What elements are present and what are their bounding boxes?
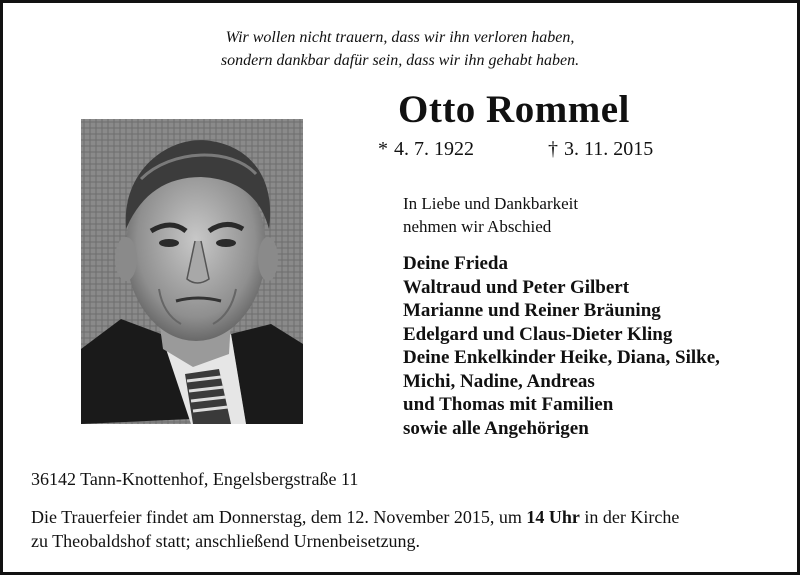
death-date-group	[548, 138, 653, 161]
birth-date: 4. 7. 1922	[394, 138, 474, 160]
death-date: 3. 11. 2015	[564, 138, 654, 160]
mourner-line: Michi, Nadine, Andreas	[403, 370, 595, 392]
mourners-list	[403, 252, 720, 440]
mourner-line: Edelgard und Claus-Dieter Kling	[403, 323, 673, 345]
death-cross-icon: †	[548, 138, 558, 160]
mourner-line: Waltraud und Peter Gilbert	[403, 276, 630, 298]
service-text-before: Die Trauerfeier findet am Donnerstag, dem 12. November 2015, um	[31, 507, 527, 527]
mourner-line: Deine Frieda	[403, 253, 509, 274]
portrait-photo	[81, 119, 303, 424]
farewell-intro	[403, 192, 578, 238]
service-time: 14 Uhr	[526, 507, 580, 527]
deceased-name: Otto Rommel	[398, 88, 630, 131]
mourner-line: sowie alle Angehörigen	[403, 417, 589, 439]
intro-line-1: In Liebe und Dankbarkeit	[403, 194, 579, 213]
family-address: 36142 Tann-Knottenhof, Engelsbergstraße 11	[31, 469, 359, 489]
service-line-1	[31, 505, 781, 529]
service-text-after: in der Kirche	[579, 507, 680, 527]
life-dates	[378, 138, 678, 164]
intro-line-2: nehmen wir Abschied	[403, 217, 552, 236]
memorial-verse	[0, 26, 800, 72]
mourner-line: Marianne und Reiner Bräuning	[403, 300, 661, 321]
service-line-2: zu Theobaldshof statt; anschließend Urnenbeisetzung.	[31, 531, 421, 551]
mourner-line: Deine Enkelkinder Heike, Diana, Silke,	[403, 347, 720, 368]
birth-date-group	[378, 138, 474, 161]
verse-line-1: Wir wollen nicht trauern, dass wir ihn verloren haben,	[225, 29, 575, 46]
birth-star-icon: *	[378, 138, 388, 160]
funeral-service-info	[31, 505, 781, 553]
verse-line-2: sondern dankbar dafür sein, dass wir ihn gehabt haben.	[220, 52, 580, 69]
mourner-line: und Thomas mit Familien	[403, 394, 614, 415]
